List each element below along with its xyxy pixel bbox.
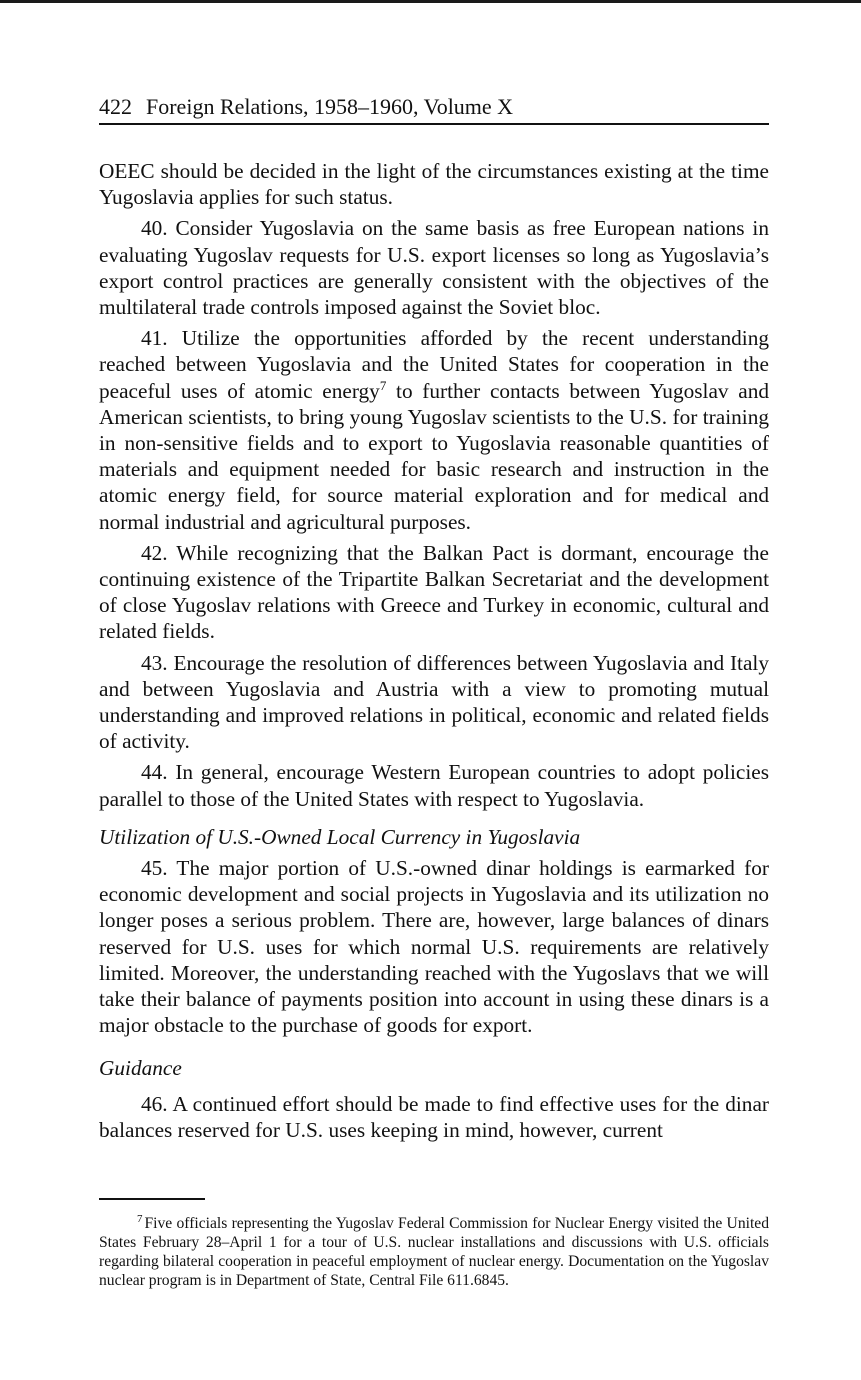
scan-top-edge (0, 0, 861, 3)
header-rule (99, 123, 769, 125)
footnote (99, 1214, 769, 1290)
paragraph-41 (99, 325, 769, 535)
paragraph-41-part-a: 41. Utilize the opportunities afforded by the recent understanding reached between Yugoslavia and the United States for cooperation in the peaceful uses of atomic energy (99, 326, 769, 403)
main-text (99, 158, 769, 1148)
page-number: 422 (99, 94, 132, 119)
paragraph-45: 45. The major portion of U.S.-owned dinar holdings is earmarked for economic development and social projects in Yugoslavia and its utilization no longer poses a serious problem. There are, however, large balances of dinars reserved for U.S. uses for which normal U.S. requirements are relatively limited. Moreover, the understanding reached with the Yugoslavs that we will take their balance of payments position into account in using these dinars is a major obstacle to the purchase of goods for export. (99, 856, 769, 1038)
footnote-marker: 7 (137, 1212, 143, 1225)
paragraph-43: 43. Encourage the resolution of differences between Yugoslavia and Italy and between Yugoslavia and Austria with a view to promoting mutual understanding and improved relations in political, economic and related fields of activity. (99, 650, 769, 754)
paragraph-42: 42. While recognizing that the Balkan Pact is dormant, encourage the continuing existence of the Tripartite Balkan Secretariat and the development of close Yugoslav relations with Greece and Turkey in economic, cultural and related fields. (99, 540, 769, 644)
paragraph-41-part-b: to further contacts between Yugoslav and American scientists, to bring young Yugoslav scientists to the U.S. for training in non-sensitive fields and to export to Yugoslavia reasonable quantities of materials and equipment needed for basic research and instruction in the atomic energy field, for source material exploration and for medical and normal industrial and agricultural purposes. (99, 378, 769, 534)
footnote-reference: 7 (379, 377, 387, 393)
paragraph-46: 46. A continued effort should be made to find effective uses for the dinar balances reserved for U.S. uses keeping in mind, however, current (99, 1091, 769, 1142)
paragraph-continuation: OEEC should be decided in the light of the circumstances existing at the time Yugoslavia applies for such status. (99, 159, 769, 210)
section-heading-currency: Utilization of U.S.-Owned Local Currency in Yugoslavia (99, 824, 581, 849)
running-title: Foreign Relations, 1958–1960, Volume X (146, 94, 514, 119)
footnote-text: Five officials representing the Yugoslav Federal Commission for Nuclear Energy visited the United States February 28–April 1 for a tour of U.S. nuclear installations and discussions with U.S. officials regarding bilateral cooperation in peaceful employment of nuclear energy. Documentation on the Yugoslav nuclear program is in Department of State, Central File 611.6845. (99, 1215, 769, 1289)
section-heading-guidance: Guidance (99, 1055, 182, 1080)
paragraph-44: 44. In general, encourage Western European countries to adopt policies parallel to those of the United States with respect to Yugoslavia. (99, 760, 769, 811)
running-header (99, 92, 769, 124)
footnote-rule (99, 1198, 205, 1200)
paragraph-40: 40. Consider Yugoslavia on the same basis as free European nations in evaluating Yugoslav requests for U.S. export licenses so long as Yugoslavia’s export control practices are generally consistent with the objectives of the multilateral trade controls imposed against the Soviet bloc. (99, 216, 769, 320)
